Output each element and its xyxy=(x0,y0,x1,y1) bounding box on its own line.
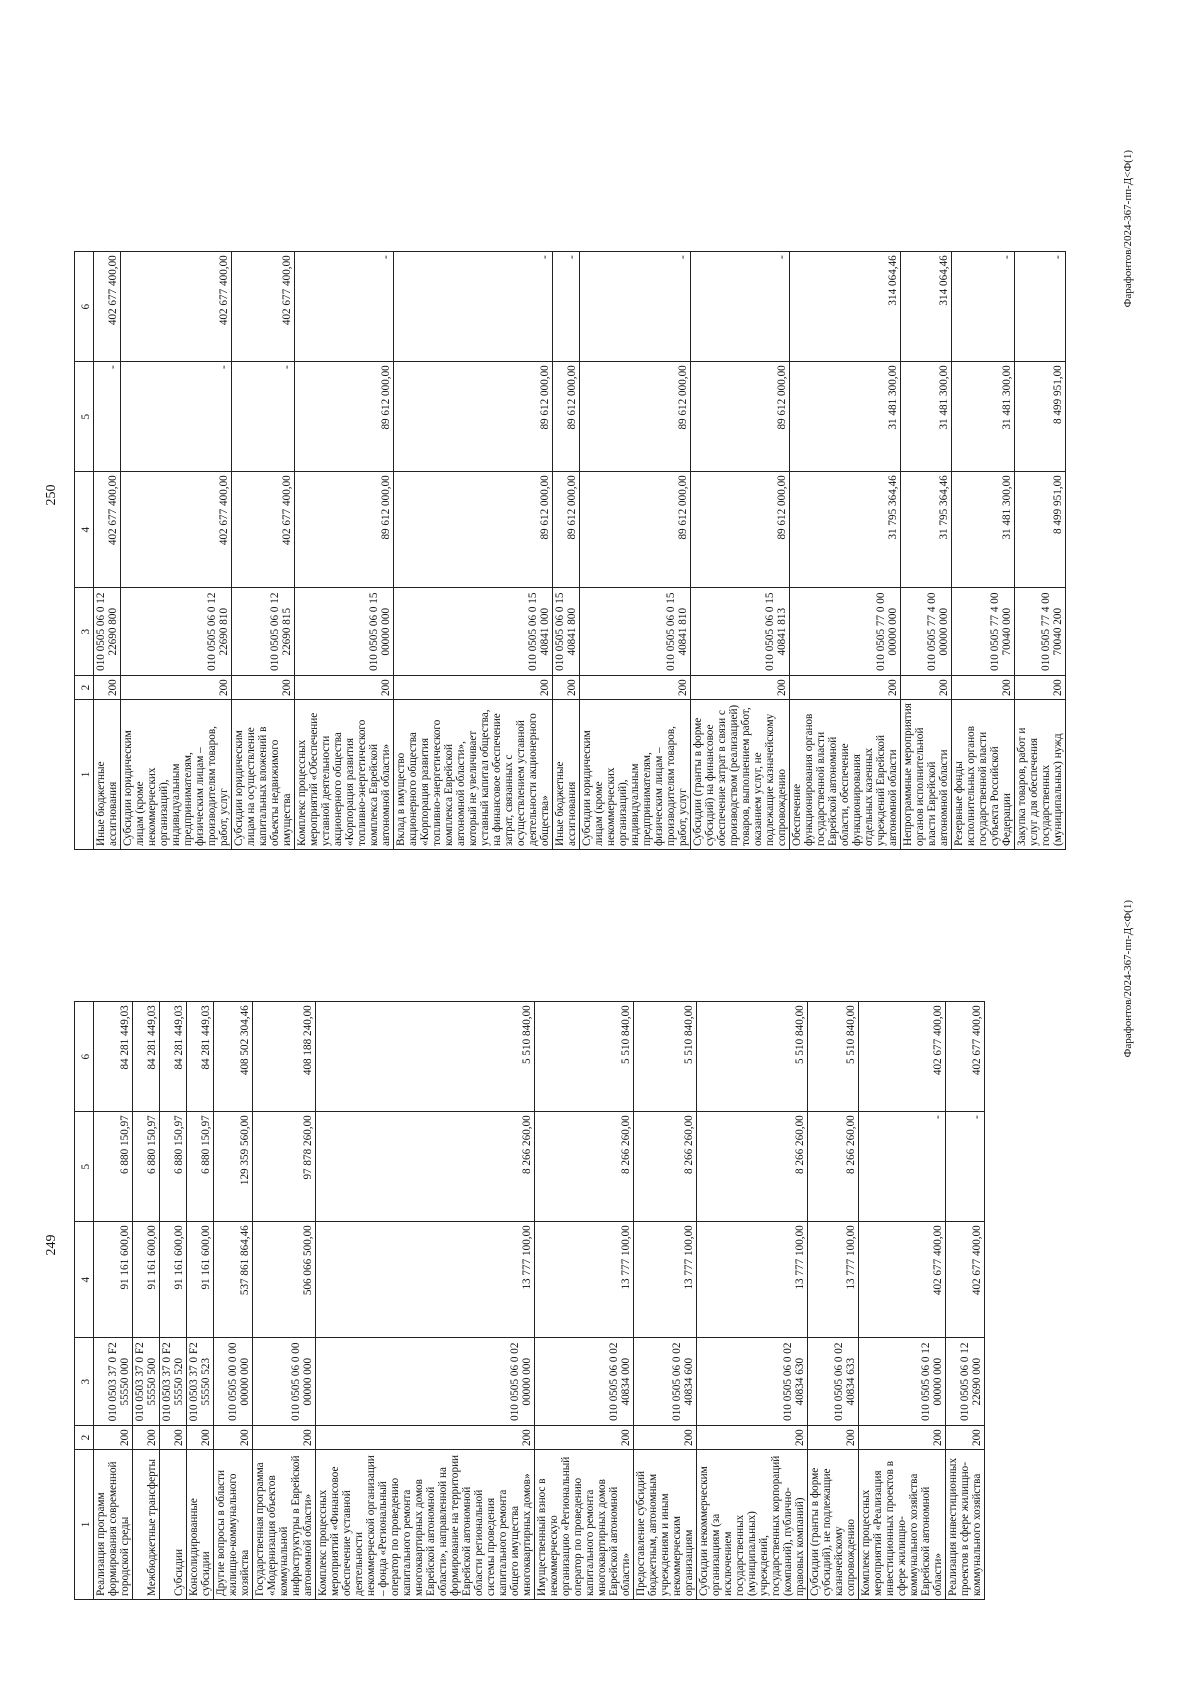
row-value-col5: 8 266 260,00 xyxy=(697,1112,808,1222)
page-footer: Фарафонтов/2024-367-пп-Д<Ф(1) xyxy=(1122,900,1134,1058)
row-name: Консолидированные субсидии xyxy=(187,1450,214,1600)
row-code: 010 0505 06 0 02 40834 630 xyxy=(697,1338,808,1426)
row-code: 010 0503 37 0 F2 55550 000 xyxy=(94,1338,133,1426)
row-code: 010 0505 06 0 12 00000 000 xyxy=(859,1338,946,1426)
row-value-col4: 13 777 100,00 xyxy=(808,1222,859,1338)
row-value-col6: 314 064,46 xyxy=(901,252,952,362)
row-value-col6: 5 510 840,00 xyxy=(697,1002,808,1112)
row-name: Межбюджетные трансферты xyxy=(133,1450,160,1600)
row-kvr: 200 xyxy=(121,676,232,700)
table-row xyxy=(790,252,901,850)
row-name: Предоставление субсидий бюджетным, автономным учреждениям и иным некоммерческим организациям xyxy=(634,1450,697,1600)
row-value-col5: 89 612 000,00 xyxy=(691,362,790,472)
table-header-row xyxy=(75,1002,94,1600)
row-value-col6: 84 281 449,03 xyxy=(94,1002,133,1112)
row-name: Обеспечение функционирования органов государственной власти Еврейской автономной области, обеспечение функционирования отдельных казенных учреждений Еврейской автономной области xyxy=(790,700,901,850)
table-row xyxy=(214,1002,253,1600)
row-value-col5: 31 481 300,00 xyxy=(901,362,952,472)
row-value-col5: 31 481 300,00 xyxy=(952,362,1015,472)
table-row xyxy=(634,1002,697,1600)
table-row xyxy=(316,1002,535,1600)
table-row xyxy=(295,252,394,850)
row-name: Непрограммные мероприятия органов исполнительной власти Еврейской автономной области xyxy=(901,700,952,850)
row-kvr: 200 xyxy=(295,676,394,700)
row-value-col4: 91 161 600,00 xyxy=(187,1222,214,1338)
row-value-col4: 506 066 500,00 xyxy=(253,1222,316,1338)
row-code: 010 0503 37 0 F2 55550 500 xyxy=(133,1338,160,1426)
table-row xyxy=(535,1002,634,1600)
page-number: 249 xyxy=(44,1234,59,1256)
row-value-col5: 89 612 000,00 xyxy=(394,362,553,472)
table-row xyxy=(952,252,1015,850)
row-name: Субсидии некоммерческим организациям (за исключением государственных (муниципальных) учреждений, государственных корпораций (компаний), публично-правовых компаний) xyxy=(697,1450,808,1600)
row-kvr: 200 xyxy=(253,1426,316,1450)
row-value-col5: - xyxy=(94,362,121,472)
table-header-row xyxy=(75,252,94,850)
row-value-col6: - xyxy=(580,252,691,362)
table-row xyxy=(901,252,952,850)
row-code: 010 0503 37 0 F2 55550 520 xyxy=(160,1338,187,1426)
row-kvr: 200 xyxy=(1015,676,1066,700)
page-249-rotated-content xyxy=(40,890,1140,1600)
row-code: 010 0503 37 0 F2 55550 523 xyxy=(187,1338,214,1426)
row-value-col6: 402 677 400,00 xyxy=(121,252,232,362)
row-value-col4: 402 677 400,00 xyxy=(946,1222,985,1338)
header-col-2: 2 xyxy=(75,1426,94,1450)
row-value-col6: - xyxy=(1015,252,1066,362)
row-code: 010 0505 06 0 12 22690 000 xyxy=(946,1338,985,1426)
row-value-col5: 89 612 000,00 xyxy=(295,362,394,472)
row-code: 010 0505 06 0 12 22690 800 xyxy=(94,588,121,676)
row-value-col5: 6 880 150,97 xyxy=(187,1112,214,1222)
row-code: 010 0505 06 0 12 22690 815 xyxy=(232,588,295,676)
row-value-col4: 89 612 000,00 xyxy=(295,472,394,588)
row-kvr: 200 xyxy=(394,676,553,700)
row-value-col5: 6 880 150,97 xyxy=(160,1112,187,1222)
row-kvr: 200 xyxy=(790,676,901,700)
row-code: 010 0505 06 0 02 00000 000 xyxy=(316,1338,535,1426)
row-value-col6: 408 188 240,00 xyxy=(253,1002,316,1112)
row-name: Иные бюджетные ассигнования xyxy=(553,700,580,850)
row-value-col6: - xyxy=(394,252,553,362)
row-value-col5: 97 878 260,00 xyxy=(253,1112,316,1222)
row-kvr: 200 xyxy=(94,676,121,700)
row-value-col6: 5 510 840,00 xyxy=(316,1002,535,1112)
row-value-col5: 89 612 000,00 xyxy=(553,362,580,472)
table-body xyxy=(94,252,1066,850)
row-value-col4: 13 777 100,00 xyxy=(535,1222,634,1338)
row-kvr: 200 xyxy=(133,1426,160,1450)
table-row xyxy=(808,1002,859,1600)
row-code: 010 0505 06 0 12 22690 810 xyxy=(121,588,232,676)
table-row xyxy=(1015,252,1066,850)
row-code: 010 0505 77 4 00 00000 000 xyxy=(901,588,952,676)
table-row xyxy=(859,1002,946,1600)
row-value-col6: 402 677 400,00 xyxy=(232,252,295,362)
row-kvr: 200 xyxy=(316,1426,535,1450)
row-kvr: 200 xyxy=(952,676,1015,700)
row-value-col6: - xyxy=(952,252,1015,362)
row-value-col4: 89 612 000,00 xyxy=(691,472,790,588)
table-row xyxy=(160,1002,187,1600)
table-row xyxy=(94,1002,133,1600)
row-name: Реализация программ формирования современной городской среды xyxy=(94,1450,133,1600)
row-value-col6: - xyxy=(295,252,394,362)
row-name: Комплекс процессных мероприятий «Обеспечение уставной деятельности акционерного общества «Корпорация развития топливно-энергетического комплекса Еврейской автономной области» xyxy=(295,700,394,850)
row-value-col4: 537 861 864,46 xyxy=(214,1222,253,1338)
row-value-col6: 402 677 400,00 xyxy=(859,1002,946,1112)
row-code: 010 0505 06 0 02 40834 600 xyxy=(634,1338,697,1426)
row-value-col4: 402 677 400,00 xyxy=(232,472,295,588)
header-col-1: 1 xyxy=(75,1450,94,1600)
row-value-col6: 408 502 304,46 xyxy=(214,1002,253,1112)
table-row xyxy=(580,252,691,850)
row-name: Комплекс процессных мероприятий «Реализация инвестиционных проектов в сфере жилищно-коммунального хозяйства Еврейской автономной области» xyxy=(859,1450,946,1600)
row-value-col5: 129 359 560,00 xyxy=(214,1112,253,1222)
table-body xyxy=(94,1002,985,1600)
row-name: Субсидии юридическим лицам на осуществление капитальных вложений в объекты недвижимого имущества xyxy=(232,700,295,850)
row-value-col6: 84 281 449,03 xyxy=(133,1002,160,1112)
row-code: 010 0505 06 0 15 40841 813 xyxy=(691,588,790,676)
row-kvr: 200 xyxy=(580,676,691,700)
table-row xyxy=(232,252,295,850)
row-name: Субсидии юридическим лицам (кроме некоммерческих организаций), индивидуальным предпринимателям, физическим лицам – производителям товаров, работ, услуг xyxy=(121,700,232,850)
row-kvr: 200 xyxy=(160,1426,187,1450)
row-name: Реализация инвестиционных проектов в сфере жилищно-коммунального хозяйства xyxy=(946,1450,985,1600)
row-kvr: 200 xyxy=(94,1426,133,1450)
row-value-col4: 89 612 000,00 xyxy=(580,472,691,588)
table-row xyxy=(253,1002,316,1600)
row-name: Комплекс процессных мероприятий «Финансовое обеспечение уставной деятельности некоммерческой организации – фонда «Региональный оператор по проведению капитального ремонта многоквартирных домов Еврейской автономной области», направленной на формирование на территории Еврейской автономной области региональной системы проведения капитального ремонта общего имущества многоквартирных домов» xyxy=(316,1450,535,1600)
row-kvr: 200 xyxy=(859,1426,946,1450)
row-value-col6: 5 510 840,00 xyxy=(535,1002,634,1112)
row-name: Субсидии (гранты в форме субсидий) на финансовое обеспечение затрат в связи с производством (реализацией) товаров, выполнением работ, оказанием услуг, не подлежащие казначейскому сопровождению xyxy=(691,700,790,850)
row-code: 010 0505 06 0 00 00000 000 xyxy=(253,1338,316,1426)
budget-table-wrap xyxy=(74,1001,985,1600)
row-name: Другие вопросы в области жилищно-коммунального хозяйства xyxy=(214,1450,253,1600)
row-value-col4: 89 612 000,00 xyxy=(394,472,553,588)
header-col-1: 1 xyxy=(75,700,94,850)
row-kvr: 200 xyxy=(901,676,952,700)
row-value-col6: 84 281 449,03 xyxy=(187,1002,214,1112)
row-value-col5: - xyxy=(232,362,295,472)
row-name: Государственная программа «Модернизация объектов коммунальной инфраструктуры в Еврейской автономной области» xyxy=(253,1450,316,1600)
row-code: 010 0505 77 0 00 00000 000 xyxy=(790,588,901,676)
header-col-6: 6 xyxy=(75,1002,94,1112)
row-name: Иные бюджетные ассигнования xyxy=(94,700,121,850)
row-value-col5: - xyxy=(121,362,232,472)
table-row xyxy=(187,1002,214,1600)
table-row xyxy=(946,1002,985,1600)
page-249 xyxy=(0,890,1200,1650)
row-value-col4: 13 777 100,00 xyxy=(316,1222,535,1338)
row-value-col4: 89 612 000,00 xyxy=(553,472,580,588)
row-value-col4: 91 161 600,00 xyxy=(160,1222,187,1338)
row-value-col4: 13 777 100,00 xyxy=(634,1222,697,1338)
row-value-col5: 8 499 951,00 xyxy=(1015,362,1066,472)
row-kvr: 200 xyxy=(232,676,295,700)
row-code: 010 0505 06 0 15 40841 800 xyxy=(553,588,580,676)
row-value-col5: 31 481 300,00 xyxy=(790,362,901,472)
page-250-rotated-content xyxy=(40,140,1140,850)
budget-table xyxy=(74,251,1066,850)
row-value-col6: 402 677 400,00 xyxy=(94,252,121,362)
row-value-col6: - xyxy=(691,252,790,362)
header-col-4: 4 xyxy=(75,1222,94,1338)
table-row xyxy=(94,252,121,850)
row-value-col5: - xyxy=(859,1112,946,1222)
row-kvr: 200 xyxy=(214,1426,253,1450)
row-code: 010 0505 06 0 15 40841 810 xyxy=(580,588,691,676)
row-kvr: 200 xyxy=(187,1426,214,1450)
header-col-5: 5 xyxy=(75,1112,94,1222)
budget-table-wrap xyxy=(74,251,1066,850)
row-value-col5: - xyxy=(946,1112,985,1222)
header-col-6: 6 xyxy=(75,252,94,362)
table-row xyxy=(553,252,580,850)
header-col-2: 2 xyxy=(75,676,94,700)
row-code: 010 0505 77 4 00 70040 000 xyxy=(952,588,1015,676)
header-col-3: 3 xyxy=(75,588,94,676)
row-value-col6: 402 677 400,00 xyxy=(946,1002,985,1112)
budget-table xyxy=(74,1001,985,1600)
row-value-col6: 314 064,46 xyxy=(790,252,901,362)
row-value-col5: 6 880 150,97 xyxy=(133,1112,160,1222)
row-value-col5: 6 880 150,97 xyxy=(94,1112,133,1222)
row-value-col5: 89 612 000,00 xyxy=(580,362,691,472)
row-name: Закупка товаров, работ и услуг для обеспечения государственных (муниципальных) нужд xyxy=(1015,700,1066,850)
row-name: Имущественный взнос в некоммерческую организацию «Региональный оператор по проведению капитального ремонта многоквартирных домов Еврейской автономной области» xyxy=(535,1450,634,1600)
row-value-col4: 91 161 600,00 xyxy=(133,1222,160,1338)
row-value-col4: 31 795 364,46 xyxy=(901,472,952,588)
row-value-col4: 31 481 300,00 xyxy=(952,472,1015,588)
row-value-col4: 402 677 400,00 xyxy=(121,472,232,588)
table-row xyxy=(691,252,790,850)
row-code: 010 0505 77 4 00 70040 200 xyxy=(1015,588,1066,676)
row-code: 010 0505 00 0 00 00000 000 xyxy=(214,1338,253,1426)
row-kvr: 200 xyxy=(634,1426,697,1450)
row-value-col4: 31 795 364,46 xyxy=(790,472,901,588)
row-kvr: 200 xyxy=(697,1426,808,1450)
row-value-col4: 91 161 600,00 xyxy=(94,1222,133,1338)
row-value-col6: 5 510 840,00 xyxy=(808,1002,859,1112)
row-name: Субсидии (гранты в форме субсидий), не подлежащие казначейскому сопровождению xyxy=(808,1450,859,1600)
header-col-4: 4 xyxy=(75,472,94,588)
row-value-col6: 5 510 840,00 xyxy=(634,1002,697,1112)
row-kvr: 200 xyxy=(946,1426,985,1450)
row-code: 010 0505 06 0 15 00000 000 xyxy=(295,588,394,676)
page-footer: Фарафонтов/2024-367-пп-Д<Ф(1) xyxy=(1122,150,1134,308)
row-kvr: 200 xyxy=(691,676,790,700)
row-value-col5: 8 266 260,00 xyxy=(316,1112,535,1222)
table-row xyxy=(394,252,553,850)
row-kvr: 200 xyxy=(535,1426,634,1450)
row-value-col6: - xyxy=(553,252,580,362)
row-value-col6: 84 281 449,03 xyxy=(160,1002,187,1112)
row-value-col5: 8 266 260,00 xyxy=(634,1112,697,1222)
row-value-col5: 8 266 260,00 xyxy=(808,1112,859,1222)
row-value-col4: 402 677 400,00 xyxy=(859,1222,946,1338)
row-value-col4: 402 677 400,00 xyxy=(94,472,121,588)
row-value-col4: 13 777 100,00 xyxy=(697,1222,808,1338)
page-250 xyxy=(0,60,1200,890)
row-name: Субсидии юридическим лицам (кроме некоммерческих организаций), индивидуальным предпринимателям, физическим лицам – производителям товаров, работ, услуг xyxy=(580,700,691,850)
row-value-col4: 8 499 951,00 xyxy=(1015,472,1066,588)
row-name: Вклад в имущество акционерного общества «Корпорация развития топливно-энергетического комплекса Еврейской автономной области», который не увеличивает уставный капитал общества, на финансовое обеспечение затрат, связанных с осуществлением уставной деятельности акционерного общества» xyxy=(394,700,553,850)
page-number: 250 xyxy=(44,484,59,506)
row-value-col5: 8 266 260,00 xyxy=(535,1112,634,1222)
table-row xyxy=(697,1002,808,1600)
row-code: 010 0505 06 0 15 40841 000 xyxy=(394,588,553,676)
header-col-5: 5 xyxy=(75,362,94,472)
row-kvr: 200 xyxy=(553,676,580,700)
row-kvr: 200 xyxy=(808,1426,859,1450)
table-row xyxy=(133,1002,160,1600)
header-col-3: 3 xyxy=(75,1338,94,1426)
row-name: Субсидии xyxy=(160,1450,187,1600)
row-name: Резервные фонды исполнительных органов государственной власти субъекта Российской Федерации xyxy=(952,700,1015,850)
row-code: 010 0505 06 0 02 40834 633 xyxy=(808,1338,859,1426)
table-row xyxy=(121,252,232,850)
row-code: 010 0505 06 0 02 40834 000 xyxy=(535,1338,634,1426)
